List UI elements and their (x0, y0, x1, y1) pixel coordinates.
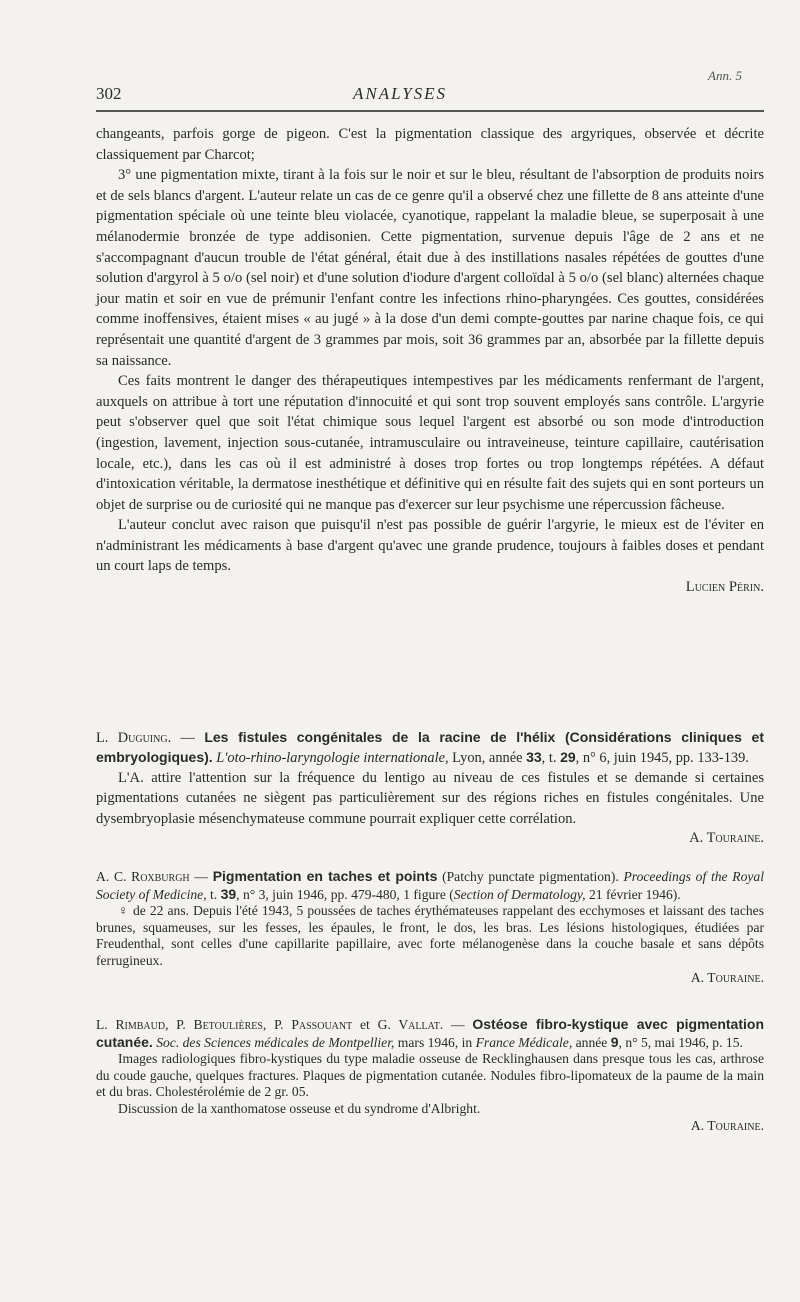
ref-text: , t. (541, 750, 561, 766)
ref-text: , n° 6, juin 1945, pp. 133-139. (575, 750, 749, 766)
review-signature: A. Touraine. (689, 830, 764, 847)
review-title: Ostéose fibro-kystique avec pigmentation cutanée. (96, 1016, 764, 1050)
journal-name: France Médicale, (475, 1034, 573, 1050)
ref-text: , n° 5, mai 1946, p. 15. (618, 1034, 743, 1050)
ref-text: 21 février 1946). (585, 886, 681, 902)
section-name: Section of Dermatology, (453, 886, 586, 902)
paragraph: changeants, parfois gorge de pigeon. C'est la pigmentation classique des argyriques, observée et décrite classiquement par Charcot; (96, 126, 764, 163)
year-number: 33 (526, 749, 542, 765)
review-signature: A. Touraine. (690, 969, 764, 985)
review-title: Pigmentation en taches et points (212, 868, 438, 884)
review-authors: L. Rimbaud, P. Betoulières, P. Passouant (96, 1017, 353, 1032)
tome-number: 29 (560, 749, 576, 765)
year-number: 9 (610, 1033, 619, 1050)
review-osteose (96, 1016, 764, 1134)
paragraph: Discussion de la xanthomatose osseuse et du syndrome d'Albright. (118, 1100, 481, 1116)
page-number: 302 (96, 84, 122, 103)
review-signature: A. Touraine. (690, 1117, 764, 1133)
review-author: A. C. Roxburgh (96, 869, 190, 884)
paragraph: L'auteur conclut avec raison que puisqu'il n'est pas possible de guérir l'argyrie, le mieux est de l'éviter en n'administrant les médicaments à base d'argent qu'avec une grande prudence, toujours à faibles doses et pendant un court laps de temps. (96, 517, 764, 575)
review-pigmentation-taches (96, 868, 764, 986)
journal-name: Proceedings of the Royal Society of Medicine, (96, 869, 765, 902)
paragraph: Images radiologiques fibro-kystiques du type maladie osseuse de Recklinghausen dans presque tous les cas, arthrose du coude gauche, quelques fractures. Plaques de pigmentation cutanée. Nodules fibro-lipomateux de la paume de la main et du bras. Cholestérolémie de 2 gr. 05. (96, 1051, 764, 1100)
review-argyria (96, 124, 764, 598)
ref-text: Lyon, année (448, 750, 527, 766)
dash: — (171, 730, 205, 746)
and-text: et (352, 1017, 378, 1032)
paragraph: ♀ de 22 ans. Depuis l'été 1943, 5 poussées de taches érythémateuses rappelant des ecchymoses et laissant des taches brunes, squameuses, sur les fesses, les épaules, le front, le dos, les bras. Les lésions histologiques, étudiées par Freudenthal, sont celles d'une capillarite papillaire, avec forte mélanogenèse dans la couche basale et sans dépôts ferrugineux. (96, 903, 764, 968)
review-author: L. Duguing. (96, 730, 172, 746)
review-signature: Lucien Périn. (685, 579, 764, 596)
review-author: G. Vallat. (377, 1017, 444, 1032)
running-title: ANALYSES (352, 84, 448, 103)
dash: — (189, 869, 213, 884)
paragraph: L'A. attire l'attention sur la fréquence du lentigo au niveau de ces fistules et se demande si certaines pigmentations cutanées ne siègent pas particulièrement sur des régions riches en fistules congénitales. Une dysembryoplasie mésenchymateuse commune pourrait expliquer cette corrélation. (96, 770, 764, 827)
tome-number: 39 (220, 885, 237, 902)
society-name: Soc. des Sciences médicales de Montpellier, (152, 1034, 395, 1050)
review-title: Les fistules congénitales de la racine de l'hélix (Considérations cliniques et embryologiques). (96, 729, 764, 765)
review-reference (96, 1016, 764, 1051)
handwritten-annotation: Ann. 5 (708, 68, 742, 83)
header-rule (96, 110, 764, 112)
original-title: (Patchy punctate pigmentation). (437, 869, 624, 884)
ref-text: , n° 3, juin 1946, pp. 479-480, 1 figure ( (236, 886, 454, 902)
ref-text: mars 1946, in (394, 1034, 476, 1050)
review-reference (96, 728, 764, 768)
review-fistules (96, 728, 764, 848)
paragraph: Ces faits montrent le danger des thérapeutiques intempestives par les médicaments renfermant de l'argent, auxquels on attribue à tort une réputation d'innocuité et qui sont trop souvent employés sans contrôle. L'argyrie peut s'observer quel que soit l'état chimique sous lequel l'argent est absorbé ou son mode d'introduction (ingestion, lavement, injection sous-cutanée, intramusculaire ou intraveineuse, teinture capillaire, cautérisation locale, etc.), dans les cas où il est administré à doses trop fortes ou trop longtemps répétées. A défaut d'intoxication véritable, la dermatose inesthétique et définitive qui en résulte fait des sujets qui en sont porteurs un objet de surprise ou de curiosité qui ne manque pas d'exercer sur leur psychisme une répercussion fâcheuse. (96, 373, 764, 513)
ref-text: t. (206, 886, 221, 902)
dash: — (443, 1017, 473, 1032)
review-reference (96, 868, 764, 903)
journal-name: L'oto-rhino-laryngologie internationale, (216, 750, 449, 766)
paragraph: 3° une pigmentation mixte, tirant à la fois sur le noir et sur le bleu, résultant de l'absorption de produits noirs et de sels blancs d'argent. L'auteur relate un cas de ce genre qu'il a observé chez une fillette de 8 ans atteinte d'une pigmentation spéciale où une teinte bleu violacée, cyanotique, rappelant la maladie bleue, se superposait à une mélanodermie bronzée de type addisonien. Cette pigmentation, survenue depuis l'âge de 2 ans et ne s'accompagnant d'aucun trouble de l'état général, était due à des instillations nasales répétées de gouttes d'une solution d'argyrol à 5 o/o (sel noir) et d'une solution d'iodure d'argent colloïdal à 5 o/o (sel blanc) alternées chaque jour matin et soir en vue de prémunir l'enfant contre les infections rhino-pharyngées. Ces gouttes, considérées comme inoffensives, étaient mises « au jugé » à la dose d'un demi compte-gouttes par narine chaque fois, ce qui représentait une quantité d'argent de 3 grammes par mois, soit 36 grammes par an, absorbée par la fillette depuis sa naissance. (96, 167, 764, 369)
ref-text: année (572, 1034, 611, 1050)
